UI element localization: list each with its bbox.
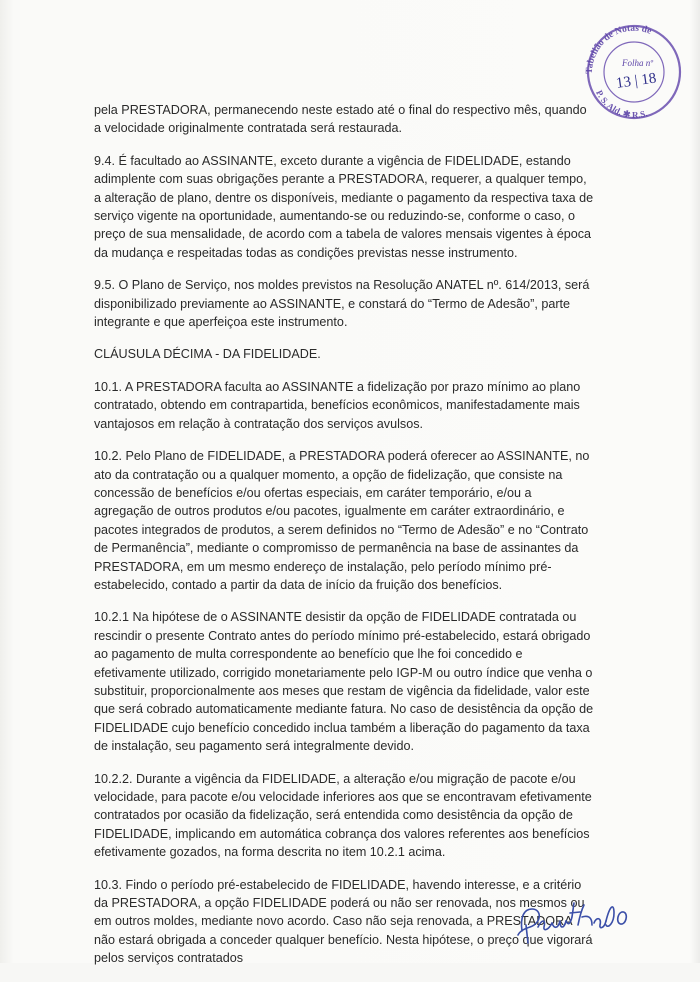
paragraph-continuation: pela PRESTADORA, permanecendo neste estado até o final do respectivo mês, quando a velocidade originalmente contratada será restaurada. (94, 103, 587, 136)
paragraph-10-3: 10.3. Findo o período pré-estabelecido de FIDELIDADE, havendo interesse, e a critério da PRESTADORA, a opção FIDELIDADE poderá ou não ser renovada, nos mesmos ou em outros moldes, mediante novo acordo. Caso não seja renovada, a PRESTADORA não estará obrigada a conceder qualquer benefício. Nesta hipótese, o preço que vigorará pelos serviços contratados (94, 877, 593, 966)
paragraph-9-5: 9.5. O Plano de Serviço, nos moldes previstos na Resolução ANATEL nº. 614/2013, será disponibilizado previamente ao ASSINANTE, e constará do “Termo de Adesão”, parte integrante e que aperfeiçoa este instrumento. (94, 278, 590, 330)
svg-text:P. S. Ald. ✱ R.S.: P. S. Ald. ✱ R.S. (594, 88, 649, 120)
svg-text:Folha nº: Folha nº (622, 58, 654, 68)
clause-heading: CLÁUSULA DÉCIMA - DA FIDELIDADE. (94, 347, 321, 362)
paragraph-10-2-1: 10.2.1 Na hipótese de o ASSINANTE desistir da opção de FIDELIDADE contratada ou rescindir o presente Contrato antes do período mínimo pré-estabelecido, estará obrigado ao pagamento de multa correspondente ao benefício que lhe foi concedido e efetivamente utilizado, corrigido monetariamente pelo IGP-M ou outro índice que venha o substituir, proporcionalmente aos meses que restam de vigência da fidelidade, valor este que será cobrado automaticamente mediante fatura. No caso de desistência da opção de FIDELIDADE cujo benefício concedido inclua também a liberação do pagamento da taxa de instalação, seu pagamento será integralmente devido. (94, 610, 594, 754)
paragraph-10-2: 10.2. Pelo Plano de FIDELIDADE, a PRESTADORA poderá oferecer ao ASSINANTE, no ato da contratação ou a qualquer momento, a opção de fidelização, que consiste na concessão de benefícios e/ou ofertas especiais, em caráter temporário, e/ou a agregação de outros produtos e/ou pacotes, igualmente em caráter extraordinário, e pacotes integrados de produtos, a serem definidos no “Termo de Adesão” e no “Contrato de Permanência”, mediante o compromisso de permanência na base de assinantes da PRESTADORA, em um mesmo endereço de instalação, pelo período mínimo pré-estabelecido, contado a partir da data de início da fruição dos benefícios. (94, 449, 590, 592)
paragraph-10-1: 10.1. A PRESTADORA faculta ao ASSINANTE a fidelização por prazo mínimo ao plano contratado, obtendo em contrapartida, benefícios econômicos, manifestadamente mais vantajosos em relação à contratação dos serviços avulsos. (94, 379, 581, 431)
signature-icon (508, 895, 640, 947)
svg-text:Tabelião de Notas de: Tabelião de Notas de (584, 23, 653, 75)
paragraph-10-2-2: 10.2.2. Durante a vigência da FIDELIDADE, a alteração e/ou migração de pacote e/ou velocidade, para pacote e/ou velocidade inferiores aos que se encontravam efetivamente contratados por ocasião da fidelização, será entendida como desistência da opção de FIDELIDADE, implicando em automática cobrança dos valores referentes aos benefícios efetivamente gozados, na forma descrita no item 10.2.1 acima. (94, 771, 592, 860)
paragraph-9-4: 9.4. É facultado ao ASSINANTE, exceto durante a vigência de FIDELIDADE, estando adimplente com suas obrigações perante a PRESTADORA, requerer, a qualquer tempo, a alteração de plano, dentre os disponíveis, mediante o pagamento da respectiva taxa de serviço vigente na oportunidade, aumentando-se ou reduzindo-se, conforme o caso, o preço de sua mensalidade, de acordo com a tabela de valores mensais vigentes à época da mudança e respeitadas todas as condições previstas nesse instrumento. (94, 153, 594, 260)
svg-text:13 | 18: 13 | 18 (615, 70, 658, 92)
document-body (94, 101, 594, 982)
